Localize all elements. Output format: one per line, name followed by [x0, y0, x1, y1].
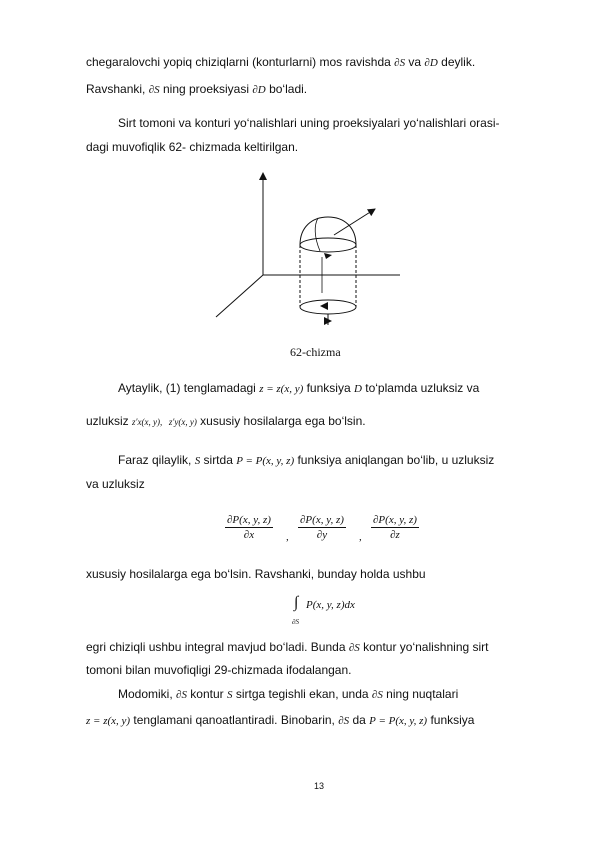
text: Ravshanki,	[86, 82, 149, 96]
separator: ,	[286, 531, 289, 543]
text: da	[349, 713, 370, 727]
math: z = z(x, y)	[86, 715, 131, 727]
text: Modomiki,	[118, 687, 177, 701]
math: ∂S	[338, 715, 350, 727]
text-line	[118, 381, 479, 396]
math: z′x(x, y),	[132, 417, 163, 427]
top-ellipse	[300, 238, 356, 252]
math: ∂S	[394, 57, 406, 69]
text: funksiya	[427, 713, 475, 727]
fraction-dpdx: $\frac{\partial P(x, y, z)}{\partial x}$	[227, 514, 271, 541]
integral-body: P(x, y, z)dx	[306, 599, 355, 611]
math: ∂S	[371, 689, 383, 701]
text: ning proeksiyasi	[159, 82, 253, 96]
text: funksiya aniqlangan bo‘lib, u uzluksiz	[294, 453, 495, 467]
figure-62	[200, 165, 400, 330]
fraction-dpdy: $\frac{\partial P(x, y, z)}{\partial y}$	[300, 514, 344, 541]
text-line: xususiy hosilalarga ega bo‘lsin. Ravshanki, bunday holda ushbu	[86, 567, 426, 581]
math: P = P(x, y, z)	[369, 715, 428, 727]
math: ∂S	[348, 642, 360, 654]
text: deylik.	[437, 55, 476, 69]
separator: ,	[359, 531, 362, 543]
text: tenglamani qanoatlantiradi. Binobarin,	[130, 713, 339, 727]
text-line: Sirt tomoni va konturi yo‘nalishlari uning proeksiyalari yo‘nalishlari orasi-	[118, 116, 500, 130]
text: sirtda	[200, 453, 237, 467]
text: to‘plamda uzluksiz va	[361, 381, 480, 395]
text: xususiy hosilalarga ega bo‘lsin.	[196, 414, 366, 428]
text-line	[118, 687, 458, 702]
math: ∂D	[424, 57, 438, 69]
text-line	[86, 640, 489, 655]
text-line	[118, 453, 494, 468]
text: bo‘ladi.	[265, 82, 308, 96]
fraction-dpdz: $\frac{\partial P(x, y, z)}{\partial z}$	[373, 514, 417, 541]
text: sirtga tegishli ekan, unda	[232, 687, 372, 701]
figure-caption: 62-chizma	[290, 345, 341, 359]
text: uzluksiz	[86, 414, 133, 428]
math: z = z(x, y)	[259, 383, 304, 395]
text: chegaralovchi yopiq chiziqlarni (konturlarni) mos ravishda	[86, 55, 395, 69]
math: D	[353, 383, 362, 395]
text: Faraz qilaylik,	[118, 453, 195, 467]
math: ∂D	[252, 84, 266, 96]
math: z′y(x, y)	[168, 417, 197, 427]
text: va	[405, 55, 425, 69]
text-line	[86, 82, 307, 97]
dome	[300, 217, 356, 245]
x-axis	[216, 275, 263, 317]
page-number: 13	[314, 781, 325, 791]
text-line	[86, 414, 366, 429]
text: Aytaylik, (1) tenglamadagi	[118, 381, 260, 395]
text: funksiya	[303, 381, 354, 395]
text: kontur yo‘nalishning sirt	[359, 640, 489, 654]
math: P = P(x, y, z)	[236, 455, 295, 467]
text-line: dagi muvofiqlik 62- chizmada keltirilgan.	[86, 140, 299, 154]
integral-sign: ∫	[294, 594, 299, 611]
math: S	[194, 455, 201, 467]
text-line: va uzluksiz	[86, 477, 145, 491]
integral-subscript: ∂S	[292, 618, 299, 626]
math: ∂S	[176, 689, 187, 701]
text-line	[86, 55, 475, 70]
math: S	[226, 689, 233, 701]
text: egri chiziqli ushbu integral mavjud bo‘ladi. Bunda	[86, 640, 349, 654]
text-line: tomoni bilan muvofiqligi 29-chizmada ifodalangan.	[86, 663, 352, 677]
text: kontur	[186, 687, 227, 701]
text: ning nuqtalari	[382, 687, 459, 701]
text-line	[86, 713, 474, 728]
math: ∂S	[148, 84, 160, 96]
